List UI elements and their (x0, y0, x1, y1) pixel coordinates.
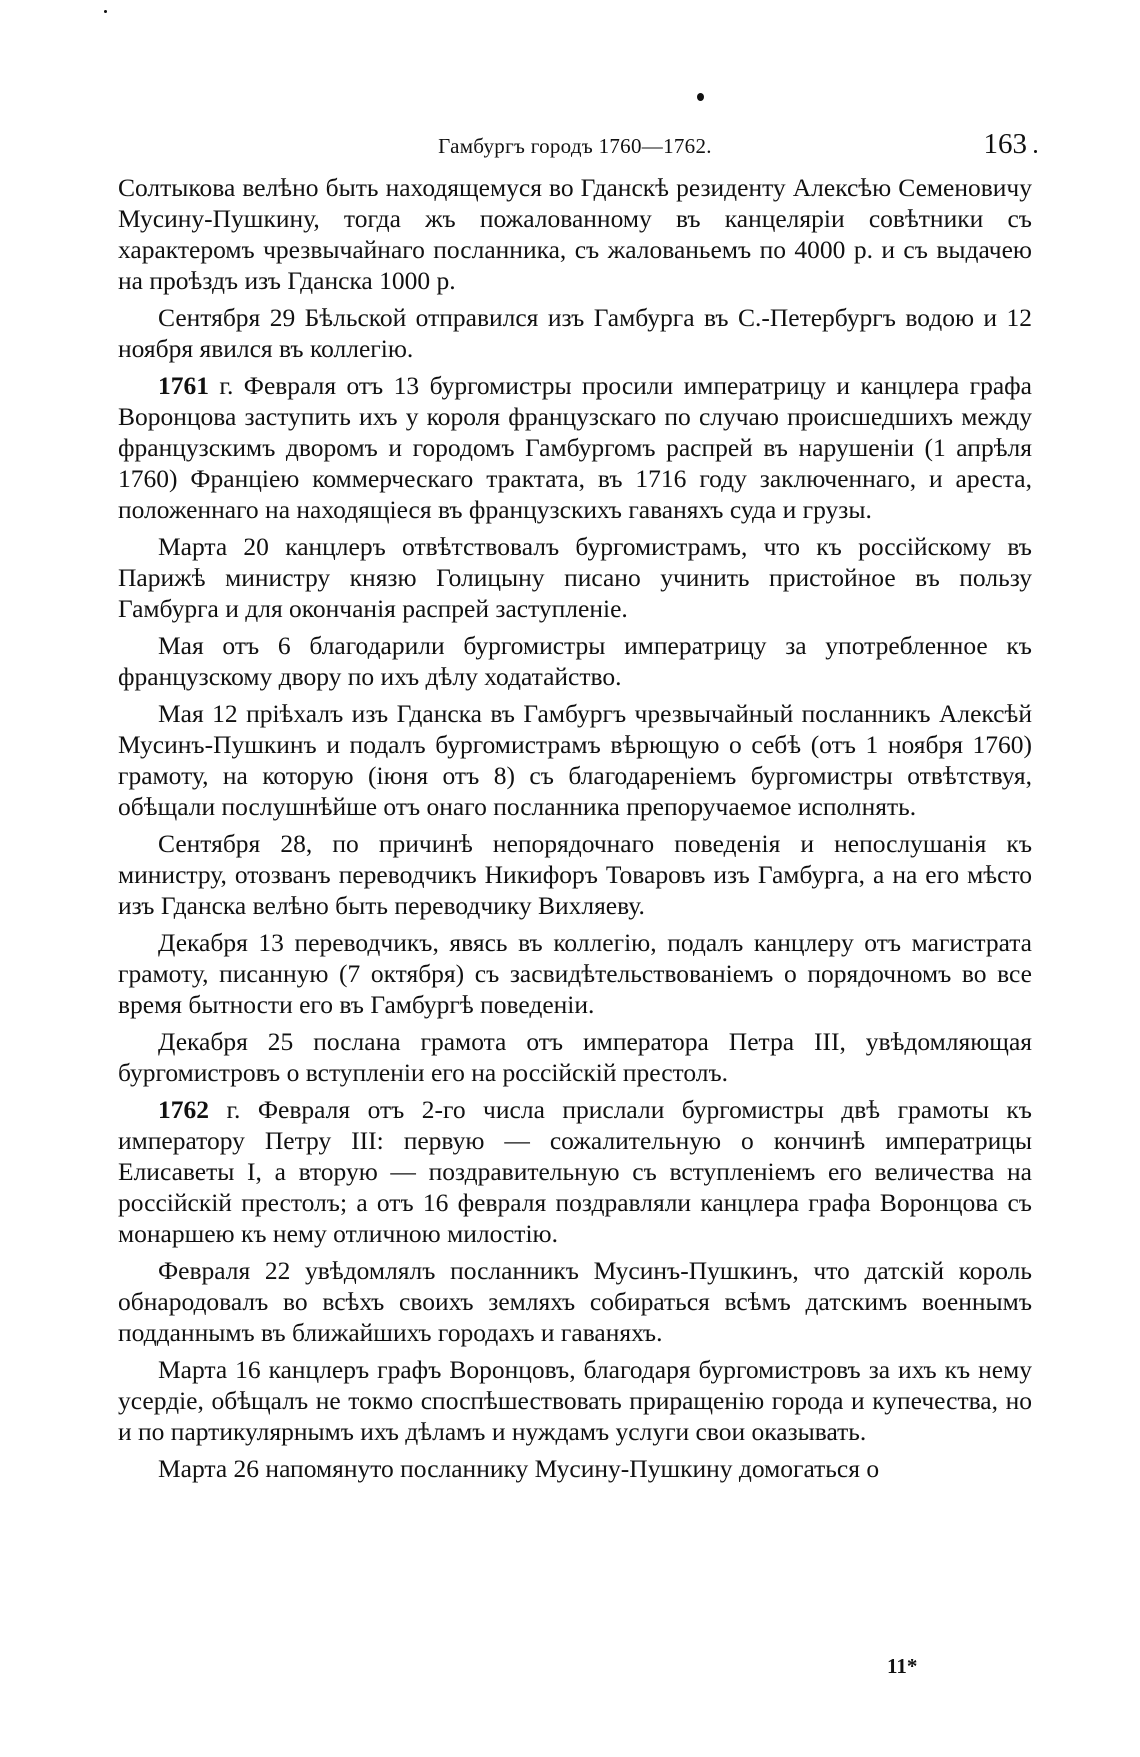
paragraph: Мая отъ 6 благодарили бургомистры императрицу за употребленное къ французскому двору по ихъ дѣлу ходатайство. (118, 631, 1032, 691)
signature-mark: 11* (887, 1654, 918, 1678)
paragraph: Мая 12 пріѣхалъ изъ Гданска въ Гамбургъ чрезвычайный посланникъ Алексѣй Мусинъ-Пушкинъ и подалъ бургомистрамъ вѣрющую о себѣ (отъ 1 ноября 1760) грамоту, на которую (іюня отъ 8) съ благодареніемъ бургомистры отвѣтствуя, обѣщали послушнѣйше отъ онаго посланника препоручаемое исполнять. (118, 699, 1032, 821)
paragraph: Февраля 22 увѣдомлялъ посланникъ Мусинъ-Пушкинъ, что датскій король обнародовалъ во всѣхъ своихъ земляхъ собираться всѣмъ датскимъ военнымъ подданнымъ въ ближайшихъ городахъ и гаваняхъ. (118, 1256, 1032, 1347)
paragraph: Марта 16 канцлеръ графъ Воронцовъ, благодаря бургомистровъ за ихъ къ нему усердіе, обѣщалъ не токмо споспѣшествовать приращенію города и купечества, но и по партикулярнымъ ихъ дѣламъ и нуждамъ услуги свои оказывать. (118, 1355, 1032, 1446)
print-speck (104, 10, 107, 13)
paragraph: Сентября 28, по причинѣ непорядочнаго поведенія и непослушанія къ министру, отозванъ переводчикъ Никифоръ Товаровъ изъ Гамбурга, а на его мѣсто изъ Гданска велѣно быть переводчику Вихляеву. (118, 829, 1032, 920)
paragraph: Марта 20 канцлеръ отвѣтствовалъ бургомистрамъ, что къ россійскому въ Парижѣ министру князю Голицыну писано учинить пристойное въ пользу Гамбурга и для окончанія распрей заступленіе. (118, 532, 1032, 623)
paragraph: Солтыкова велѣно быть находящемуся во Гданскѣ резиденту Алексѣю Семеновичу Мусину-Пушкину, тогда жъ пожалованному въ канцеляріи совѣтники съ характеромъ чрезвычайнаго посланника, съ жалованьемъ по 4000 р. и съ выдачею на проѣздъ изъ Гданска 1000 р. (118, 173, 1032, 295)
year-heading: 1761 (158, 371, 209, 400)
paragraph: 1762 г. Февраля отъ 2-го числа прислали бургомистры двѣ грамоты къ императору Петру III: первую — сожалительную о кончинѣ императрицы Елисаветы I, а вторую — поздравительную съ вступленіемъ его величества на россійскій престолъ; а отъ 16 февраля поздравляли канцлера графа Воронцова съ монаршею къ нему отличною милостію. (118, 1095, 1032, 1248)
paragraph: Марта 26 напомянуто посланнику Мусину-Пушкину домогаться о (158, 1454, 880, 1483)
year-heading: 1762 (158, 1095, 209, 1124)
paragraph: Декабря 13 переводчикъ, явясь въ коллегію, подалъ канцлеру отъ магистрата грамоту, писанную (7 октября) съ засвидѣтельствованіемъ о порядочномъ во все время бытности его въ Гамбургѣ поведеніи. (118, 928, 1032, 1019)
print-speck (697, 93, 704, 101)
page-number: 163 (983, 128, 1027, 160)
paragraph: 1761 г. Февраля отъ 13 бургомистры просили императрицу и канцлера графа Воронцова заступить ихъ у короля французскаго по случаю происшедшихъ между французскимъ дворомъ и городомъ Гамбургомъ распрей въ нарушеніи (1 апрѣля 1760) Франціею коммерческаго трактата, въ 1716 году заключеннаго, и ареста, положеннаго на находящіеся въ французскихъ гаваняхъ суда и грузы. (118, 371, 1032, 524)
paragraph: Сентября 29 Бѣльской отправился изъ Гамбурга въ С.-Петербургъ водою и 12 ноября явился въ коллегію. (118, 303, 1032, 363)
running-title: Гамбургъ городъ 1760—1762. (438, 134, 712, 158)
main-text (118, 172, 1032, 1490)
page-header (115, 130, 1035, 170)
paragraph: Декабря 25 послана грамота отъ императора Петра III, увѣдомляющая бургомистровъ о вступленіи его на россійскій престолъ. (118, 1027, 1032, 1087)
